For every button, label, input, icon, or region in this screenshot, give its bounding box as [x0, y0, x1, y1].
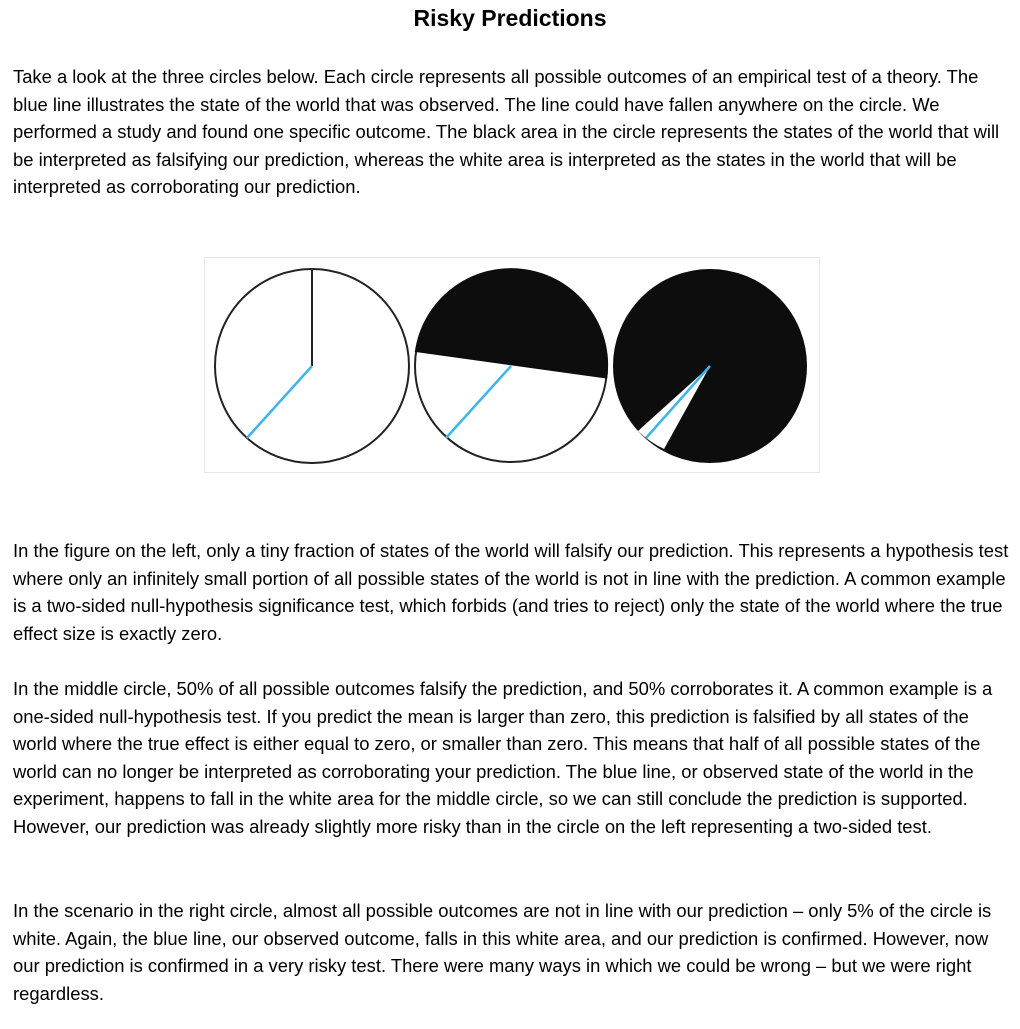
middle-circle: [415, 268, 608, 462]
right-circle: [614, 270, 806, 462]
intro-paragraph: Take a look at the three circles below. Each circle represents all possible outcomes of an empirical test of a theory. The blue line illustrates the state of the world that was observed. The line could have fallen anywhere on the circle. We performed a study and found one specific outcome. The black area in the circle represents the states of the world that will be interpreted as falsifying our prediction, whereas the white area is interpreted as the states in the world that will be interpreted as corroborating our prediction.: [13, 66, 1000, 198]
left-circle: [215, 269, 409, 463]
risky-predictions-figure: [204, 257, 820, 473]
left-circle-paragraph: In the figure on the left, only a tiny fraction of states of the world will falsify our prediction. This represents a hypothesis test where only an infinitely small portion of all possible states of the world is not in line with the prediction. A common example is a two-sided null-hypothesis significance test, which forbids (and tries to reject) only the state of the world where the true effect size is exactly zero.: [13, 540, 1009, 644]
circles-diagram: [205, 258, 819, 472]
middle-circle-paragraph: In the middle circle, 50% of all possible outcomes falsify the prediction, and 50% corroborates it. A common example is a one-sided null-hypothesis test. If you predict the mean is larger than zero, this prediction is falsified by all states of the world where the true effect is either equal to zero, or smaller than zero. This means that half of all possible states of the world can no longer be interpreted as corroborating your prediction. The blue line, or observed state of the world in the experiment, happens to fall in the white area for the middle circle, so we can still conclude the prediction is supported. However, our prediction was already slightly more risky than in the circle on the left representing a two-sided test.: [13, 678, 993, 837]
page-title: Risky Predictions: [413, 5, 607, 31]
right-circle-paragraph: In the scenario in the right circle, almost all possible outcomes are not in line with our prediction – only 5% of the circle is white. Again, the blue line, our observed outcome, falls in this white area, and our prediction is confirmed. However, now our prediction is confirmed in a very risky test. There were many ways in which we could be wrong – but we were right regardless.: [13, 900, 992, 1004]
